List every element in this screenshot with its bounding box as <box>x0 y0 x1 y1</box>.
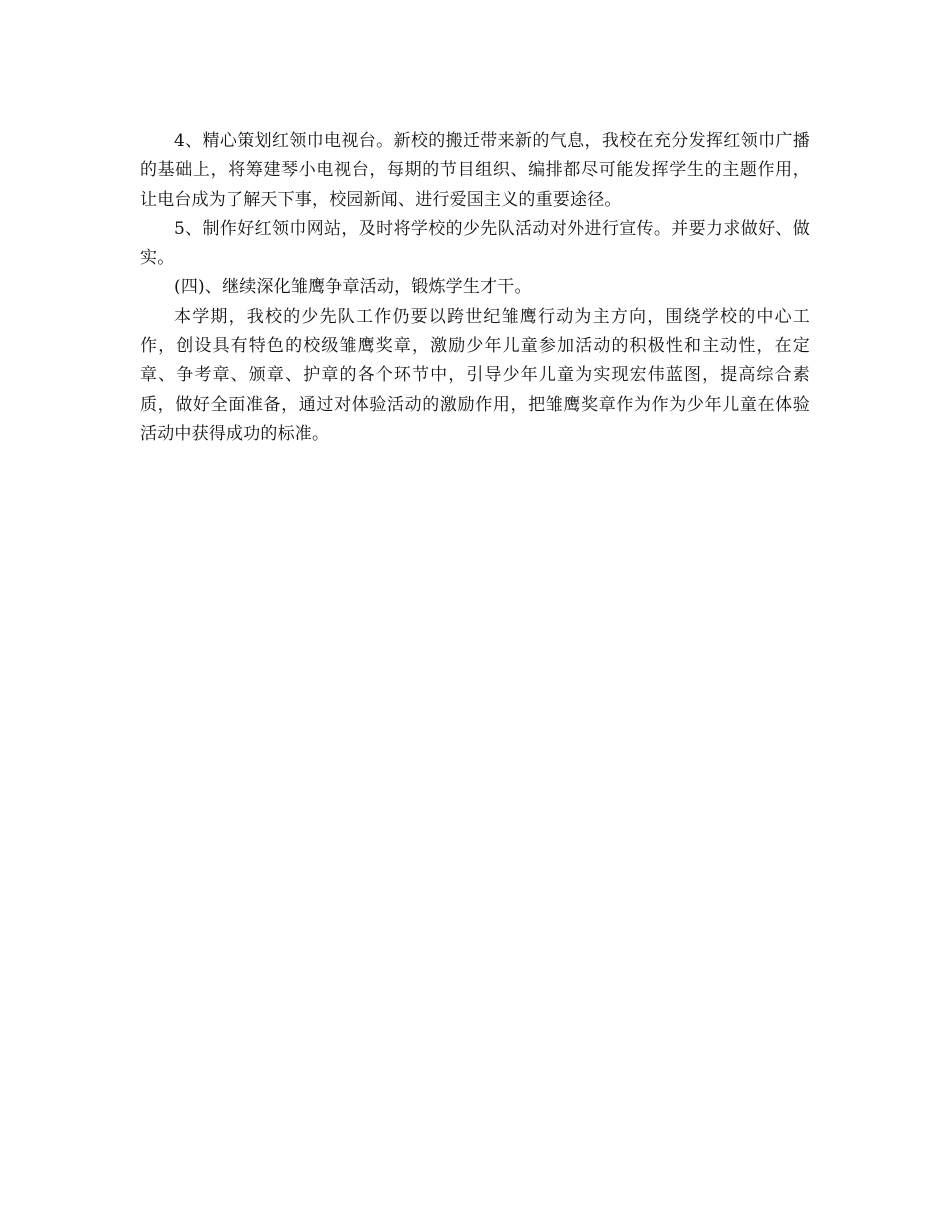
paragraph-tv-station: 4、精心策划红领巾电视台。新校的搬迁带来新的气息，我校在充分发挥红领巾广播的基础上，将筹建琴小电视台，每期的节目组织、编排都尽可能发挥学生的主题作用，让电台成为了解天下事，校园新闻、进行爱国主义的重要途径。 <box>140 131 810 210</box>
section-heading-eagle-badge: (四)、继续深化雏鹰争章活动，锻炼学生才干。 <box>174 277 532 298</box>
paragraph-website: 5、制作好红领巾网站，及时将学校的少先队活动对外进行宣传。并要力求做好、做实。 <box>140 218 810 269</box>
paragraph-semester-plan: 本学期，我校的少先队工作仍要以跨世纪雏鹰行动为主方向，围绕学校的中心工作，创设具有特色的校级雏鹰奖章，激励少年儿童参加活动的积极性和主动性，在定章、争考章、颁章、护章的各个环节中，引导少年儿童为实现宏伟蓝图，提高综合素质，做好全面准备，通过对体验活动的激励作用，把雏鹰奖章作为作为少年儿童在体验活动中获得成功的标准。 <box>140 306 810 444</box>
document-body <box>140 127 810 449</box>
